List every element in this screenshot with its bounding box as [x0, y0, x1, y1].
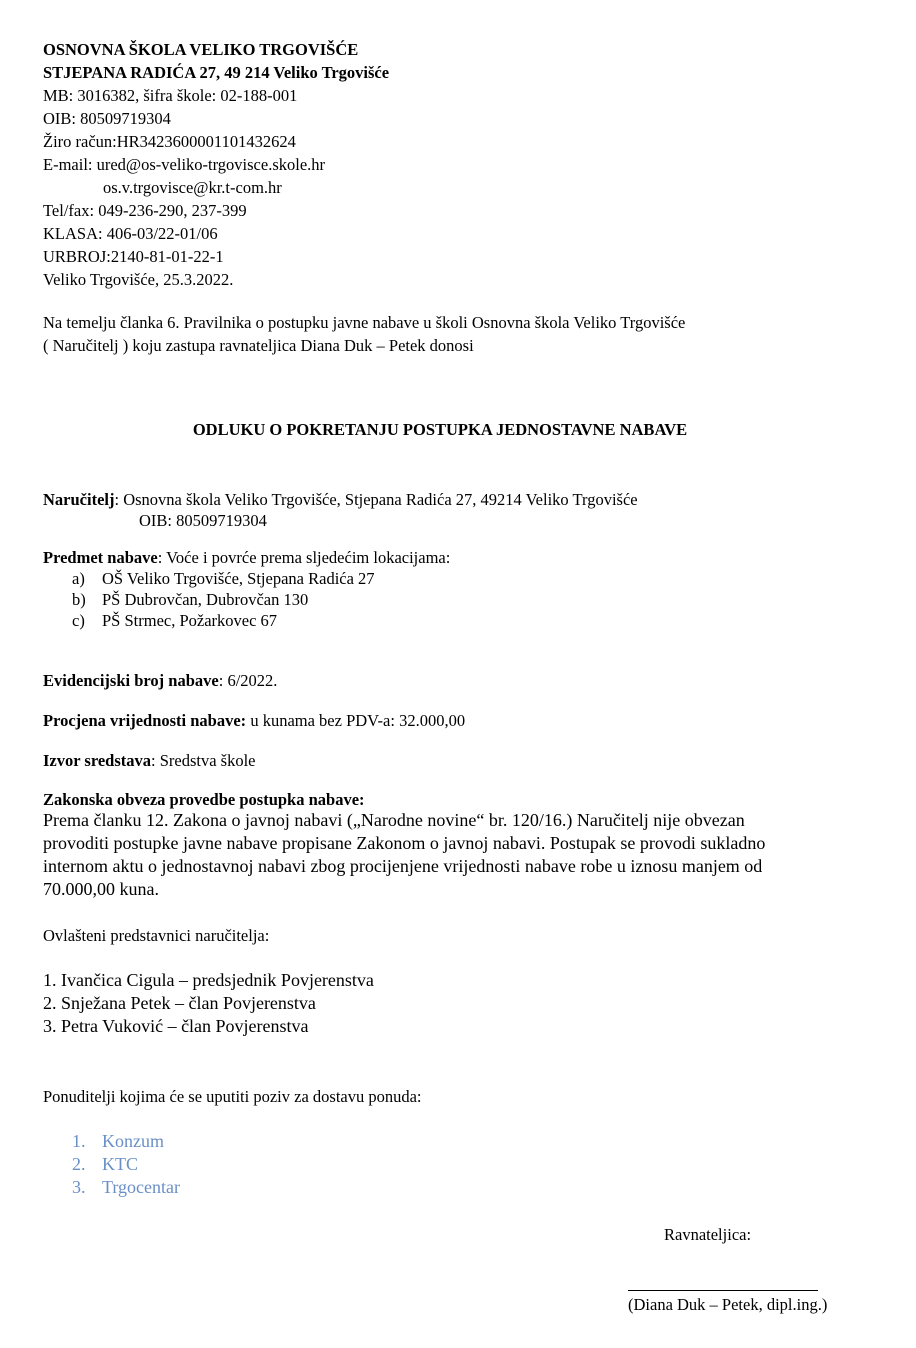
bidder-item: [72, 1131, 164, 1152]
school-address: STJEPANA RADIĆA 27, 49 214 Veliko Trgovišće: [43, 63, 390, 82]
intro-line-2: ( Naručitelj ) koju zastupa ravnateljica Diana Duk – Petek donosi: [43, 336, 474, 355]
list-item-text: PŠ Dubrovčan, Dubrovčan 130: [102, 590, 309, 609]
evidencijski-row: [43, 671, 277, 691]
izvor-label: Izvor sredstava: [43, 751, 152, 770]
zakonska-line-1: Prema članku 12. Zakona o javnoj nabavi („Narodne novine“ br. 120/16.) Naručitelj nije obvezan: [43, 810, 745, 830]
list-item-text: OŠ Veliko Trgovišće, Stjepana Radića 27: [102, 569, 375, 588]
bidder-marker: 1.: [72, 1131, 86, 1151]
document-date: Veliko Trgovišće, 25.3.2022.: [43, 270, 234, 289]
zakonska-line-3: internom aktu o jednostavnoj nabavi zbog procijenjene vrijednosti nabave robe u iznosu manjem od: [43, 856, 763, 876]
evidencijski-label: Evidencijski broj nabave: [43, 671, 219, 690]
predmet-value: : Voće i povrće prema sljedećim lokacijama:: [157, 548, 451, 567]
member-1: 1. Ivančica Cigula – predsjednik Povjerenstva: [43, 970, 374, 990]
signature-name: (Diana Duk – Petek, dipl.ing.): [628, 1295, 828, 1314]
ovlasteni-label: Ovlašteni predstavnici naručitelja:: [43, 926, 270, 945]
zakonska-line-2: provoditi postupke javne nabave propisane Zakonom o javnoj nabavi. Postupak se provodi sukladno: [43, 833, 766, 853]
predmet-row: [43, 548, 450, 568]
izvor-value: : Sredstva škole: [151, 751, 256, 770]
zakonska-line-4: 70.000,00 kuna.: [43, 879, 159, 899]
zakonska-label: Zakonska obveza provedbe postupka nabave:: [43, 790, 365, 809]
bidder-marker: 3.: [72, 1177, 86, 1197]
page-title: ODLUKU O POKRETANJU POSTUPKA JEDNOSTAVNE NABAVE: [192, 420, 688, 439]
bidder-name: Trgocentar: [102, 1177, 180, 1197]
list-item: [72, 611, 277, 631]
evidencijski-value: : 6/2022.: [218, 671, 278, 690]
klasa: KLASA: 406-03/22-01/06: [43, 224, 218, 243]
list-item-text: PŠ Strmec, Požarkovec 67: [102, 611, 278, 630]
list-marker: b): [72, 590, 86, 609]
school-email-secondary: os.v.trgovisce@kr.t-com.hr: [103, 178, 282, 197]
school-mb: MB: 3016382, šifra škole: 02-188-001: [43, 86, 298, 105]
list-item: [72, 569, 375, 589]
bidder-name: Konzum: [102, 1131, 164, 1151]
narucitelj-label: Naručitelj: [43, 490, 115, 509]
school-tel: Tel/fax: 049-236-290, 237-399: [43, 201, 247, 220]
procjena-row: [43, 711, 465, 731]
procjena-label: Procjena vrijednosti nabave:: [43, 711, 247, 730]
signature-role: Ravnateljica:: [664, 1225, 752, 1244]
narucitelj-value: : Osnovna škola Veliko Trgovišće, Stjepana Radića 27, 49214 Veliko Trgovišće: [114, 490, 638, 509]
narucitelj-oib: OIB: 80509719304: [139, 511, 267, 530]
narucitelj-row: [43, 490, 638, 510]
signature-line: [628, 1290, 818, 1291]
procjena-value: u kunama bez PDV-a: 32.000,00: [246, 711, 466, 730]
list-marker: c): [72, 611, 85, 630]
bidder-marker: 2.: [72, 1154, 86, 1174]
school-ziro: Žiro račun:HR3423600001101432624: [43, 132, 296, 151]
izvor-row: [43, 751, 256, 771]
urbroj: URBROJ:2140-81-01-22-1: [43, 247, 224, 266]
school-oib: OIB: 80509719304: [43, 109, 171, 128]
predmet-label: Predmet nabave: [43, 548, 158, 567]
school-name: OSNOVNA ŠKOLA VELIKO TRGOVIŠĆE: [43, 40, 359, 59]
list-marker: a): [72, 569, 85, 588]
bidder-name: KTC: [102, 1154, 138, 1174]
bidder-item: [72, 1177, 180, 1198]
member-2: 2. Snježana Petek – član Povjerenstva: [43, 993, 316, 1013]
member-3: 3. Petra Vuković – član Povjerenstva: [43, 1016, 309, 1036]
list-item: [72, 590, 308, 610]
intro-line-1: Na temelju članka 6. Pravilnika o postupku javne nabave u školi Osnovna škola Veliko Trgovišće: [43, 313, 686, 332]
ponuditelji-label: Ponuditelji kojima će se uputiti poziv za dostavu ponuda:: [43, 1087, 422, 1106]
bidder-item: [72, 1154, 138, 1175]
school-email: E-mail: ured@os-veliko-trgovisce.skole.hr: [43, 155, 326, 174]
